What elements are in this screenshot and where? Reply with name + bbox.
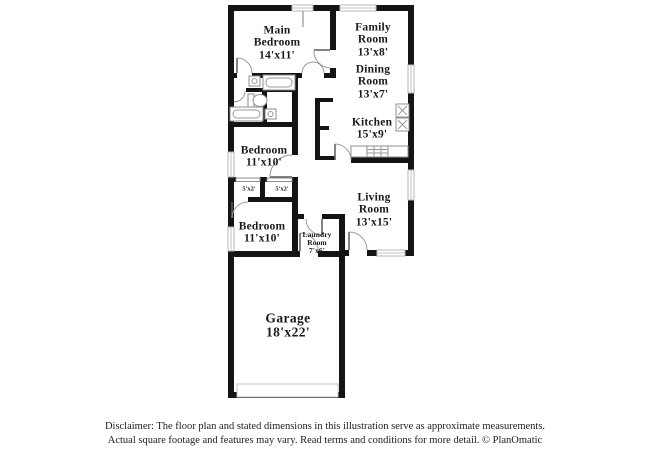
window <box>408 65 414 93</box>
closet-label: 5'x2' <box>275 185 289 193</box>
disclaimer-text <box>0 420 650 447</box>
closet-sliding-door <box>236 178 260 182</box>
room-label-main-bedroom: Main Bedroom 14'x11' <box>253 24 301 62</box>
window <box>408 170 414 200</box>
door-arc <box>335 144 351 160</box>
closet-sliding-door <box>267 178 292 182</box>
door-arc <box>234 91 245 102</box>
refrigerator-icon <box>396 104 409 117</box>
room-label-garage: Garage 18'x22' <box>265 310 311 340</box>
room-label-living-room: Living Room 13'x15' <box>355 191 393 229</box>
bathtub-icon <box>230 107 263 121</box>
room-label-bedroom-3: Bedroom 11'x10' <box>238 220 286 245</box>
garage-door <box>237 384 338 397</box>
window <box>292 5 313 11</box>
bathtub-icon <box>263 75 295 90</box>
front-door-arc <box>349 232 367 250</box>
room-label-laundry-room: Laundry Room 7'x6' <box>302 230 332 255</box>
room-label-bedroom-2: Bedroom 11'x10' <box>240 144 288 169</box>
closet-door-arc <box>302 62 324 73</box>
room-label-dining-room: Dining Room 13'x7' <box>355 63 391 101</box>
window <box>340 5 376 11</box>
toilet-icon <box>248 94 267 107</box>
disclaimer-line-1: Disclaimer: The floor plan and stated dimensions in this illustration serve as approximate measurements. <box>104 421 546 432</box>
window <box>377 250 405 256</box>
stove-icon <box>367 146 388 157</box>
door-arc <box>232 202 248 218</box>
sink-icon <box>265 109 276 119</box>
closet-label: 5'x2' <box>242 185 256 193</box>
door-arc <box>314 50 330 68</box>
room-label-kitchen: Kitchen 15'x9' <box>351 116 393 141</box>
room-label-family-room: Family Room 13'x8' <box>355 21 391 59</box>
disclaimer-line-2: Actual square footage and features may vary. Read terms and conditions for more detail. © PlanOmatic <box>107 434 543 446</box>
sink-icon <box>249 76 260 86</box>
